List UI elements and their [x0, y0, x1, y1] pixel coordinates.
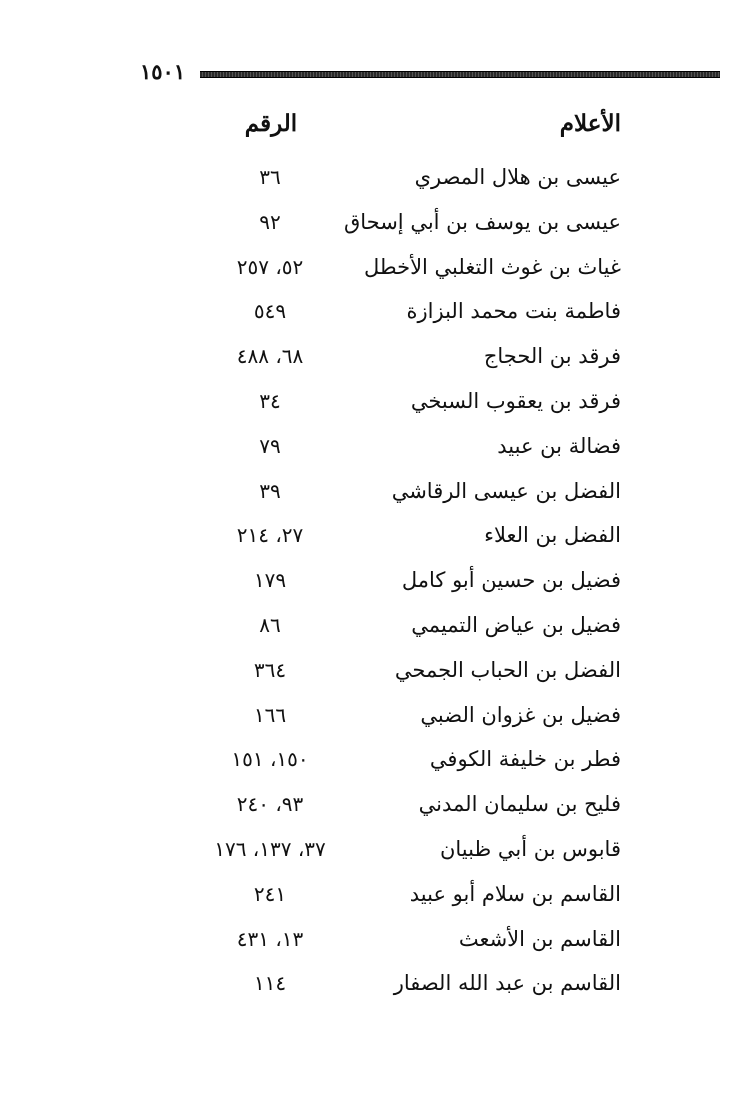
person-name: فرقد بن الحجاج — [483, 344, 621, 369]
person-name: عيسى بن يوسف بن أبي إسحاق — [343, 209, 621, 234]
reference-numbers: ١٧٩ — [253, 568, 287, 593]
person-name: قابوس بن أبي ظبيان — [439, 836, 621, 861]
person-name: عيسى بن هلال المصري — [414, 165, 621, 189]
reference-numbers: ٩٣، ٢٤٠ — [236, 792, 304, 817]
person-name: فرقد بن يعقوب السبخي — [410, 388, 621, 413]
reference-numbers: ٩٢ — [259, 209, 281, 234]
index-row — [0, 382, 747, 427]
index-row — [0, 920, 747, 965]
index-row — [0, 158, 747, 203]
header-rule — [200, 71, 720, 78]
person-name: الفضل بن العلاء — [484, 523, 621, 548]
index-row — [0, 516, 747, 561]
reference-numbers: ٢٧، ٢١٤ — [236, 523, 304, 548]
reference-numbers: ٣٦٤ — [253, 657, 287, 682]
person-name: الفضل بن عيسى الرقاشي — [391, 478, 621, 503]
index-row — [0, 740, 747, 785]
index-row — [0, 964, 747, 1009]
index-list — [0, 158, 747, 1009]
index-row — [0, 696, 747, 741]
index-row — [0, 785, 747, 830]
reference-numbers: ٣٩ — [259, 478, 281, 503]
reference-numbers: ٥٤٩ — [253, 299, 287, 324]
index-row — [0, 875, 747, 920]
index-row — [0, 472, 747, 517]
page-number: ١٥٠١ — [140, 59, 186, 84]
reference-numbers: ٢٤١ — [253, 881, 287, 906]
person-name: فضيل بن عياض التميمي — [411, 612, 621, 637]
person-name: فضيل بن حسين أبو كامل — [401, 568, 621, 593]
person-name: غياث بن غوث التغلبي الأخطل — [363, 254, 621, 279]
index-row — [0, 248, 747, 293]
reference-numbers: ٣٧، ١٣٧، ١٧٦ — [214, 836, 326, 861]
person-name: فضالة بن عبيد — [497, 433, 621, 458]
person-name: الفضل بن الحباب الجمحي — [394, 657, 621, 682]
index-row — [0, 561, 747, 606]
column-header-names: الأعلام — [559, 110, 621, 137]
index-row — [0, 337, 747, 382]
person-name: فضيل بن غزوان الضبي — [420, 702, 621, 727]
index-row — [0, 651, 747, 696]
reference-numbers: ١٥٠، ١٥١ — [231, 747, 309, 772]
person-name: القاسم بن الأشعث — [458, 926, 621, 951]
index-row — [0, 203, 747, 248]
index-row — [0, 830, 747, 875]
person-name: فطر بن خليفة الكوفي — [429, 747, 621, 772]
index-row — [0, 606, 747, 651]
person-name: القاسم بن سلام أبو عبيد — [409, 881, 621, 906]
reference-numbers: ١٣، ٤٣١ — [236, 926, 304, 951]
reference-numbers: ١١٤ — [253, 971, 287, 996]
index-row — [0, 427, 747, 472]
reference-numbers: ٥٢، ٢٥٧ — [236, 254, 304, 279]
reference-numbers: ٧٩ — [259, 433, 281, 458]
reference-numbers: ٣٤ — [259, 388, 281, 413]
index-row — [0, 292, 747, 337]
person-name: فليح بن سليمان المدني — [418, 792, 621, 817]
person-name: فاطمة بنت محمد البزازة — [406, 299, 621, 324]
reference-numbers: ٨٦ — [259, 612, 281, 637]
reference-numbers: ٦٨، ٤٨٨ — [236, 344, 304, 369]
person-name: القاسم بن عبد الله الصفار — [393, 971, 621, 996]
reference-numbers: ٣٦ — [259, 165, 281, 189]
reference-numbers: ١٦٦ — [253, 702, 287, 727]
column-header-numbers: الرقم — [244, 110, 298, 137]
